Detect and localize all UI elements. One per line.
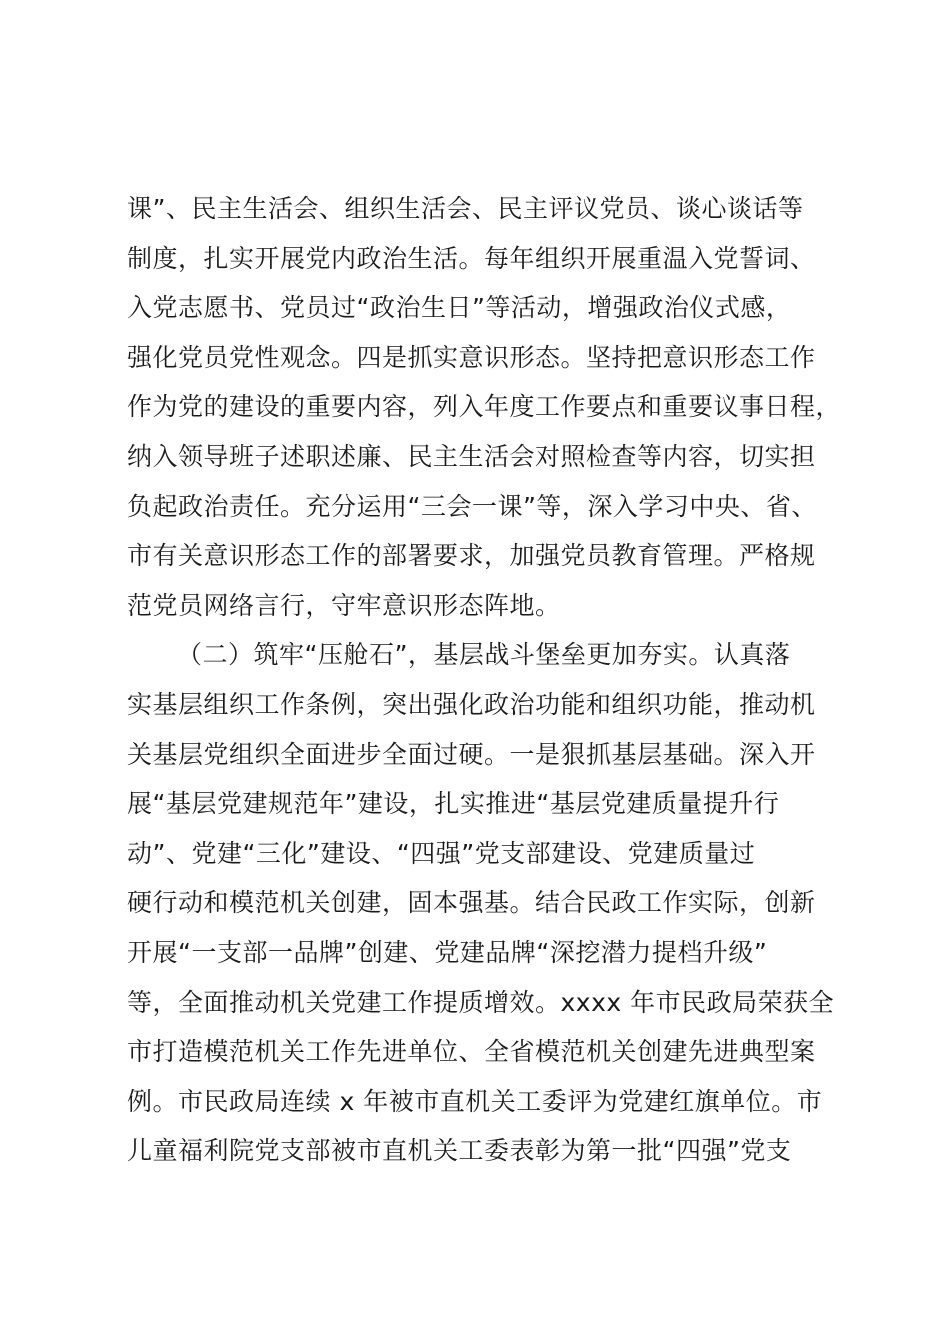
text-line: 范党员网络言行，守牢意识形态阵地。 — [127, 590, 561, 620]
text-line: 实基层组织工作条例，突出强化政治功能和组织功能，推动机 — [127, 689, 816, 719]
text-line: 强化党员党性观念。四是抓实意识形态。坚持把意识形态工作 — [127, 342, 816, 372]
text-line: 作为党的建设的重要内容，列入年度工作要点和重要议事日程， — [127, 392, 842, 422]
text-line: 动”、党建“三化”建设、“四强”党支部建设、党建质量过 — [127, 838, 756, 868]
text-line: 例。市民政局连续 x 年被市直机关工委评为党建红旗单位。市 — [127, 1086, 823, 1116]
text-line: 纳入领导班子述职述廉、民主生活会对照检查等内容，切实担 — [127, 441, 816, 471]
text-line: 市打造模范机关工作先进单位、全省模范机关创建先进典型案 — [127, 1037, 816, 1067]
document-body — [127, 184, 857, 1176]
text-line: 市有关意识形态工作的部署要求，加强党员教育管理。严格规 — [127, 541, 816, 571]
text-line: 硬行动和模范机关创建，固本强基。结合民政工作实际，创新 — [127, 888, 816, 918]
text-line: 开展“一支部一品牌”创建、党建品牌“深挖潜力提档升级” — [127, 937, 768, 967]
text-line: 展“基层党建规范年”建设，扎实推进“基层党建质量提升行 — [127, 789, 780, 819]
text-line: 负起政治责任。充分运用“三会一课”等，深入学习中央、省、 — [127, 491, 817, 521]
section-heading-line: （二）筑牢“压舱石”，基层战斗堡垒更加夯实。认真落 — [177, 640, 791, 670]
text-line: 儿童福利院党支部被市直机关工委表彰为第一批“四强”党支 — [127, 1136, 792, 1166]
text-line: 入党志愿书、党员过“政治生日”等活动，增强政治仪式感， — [127, 293, 792, 323]
text-line: 制度，扎实开展党内政治生活。每年组织开展重温入党誓词、 — [127, 243, 816, 273]
text-line: 等，全面推动机关党建工作提质增效。xxxx 年市民政局荣获全 — [127, 987, 835, 1017]
text-line: 课”、民主生活会、组织生活会、民主评议党员、谈心谈话等 — [127, 194, 804, 223]
text-line: 关基层党组织全面进步全面过硬。一是狠抓基层基础。深入开 — [127, 739, 816, 769]
